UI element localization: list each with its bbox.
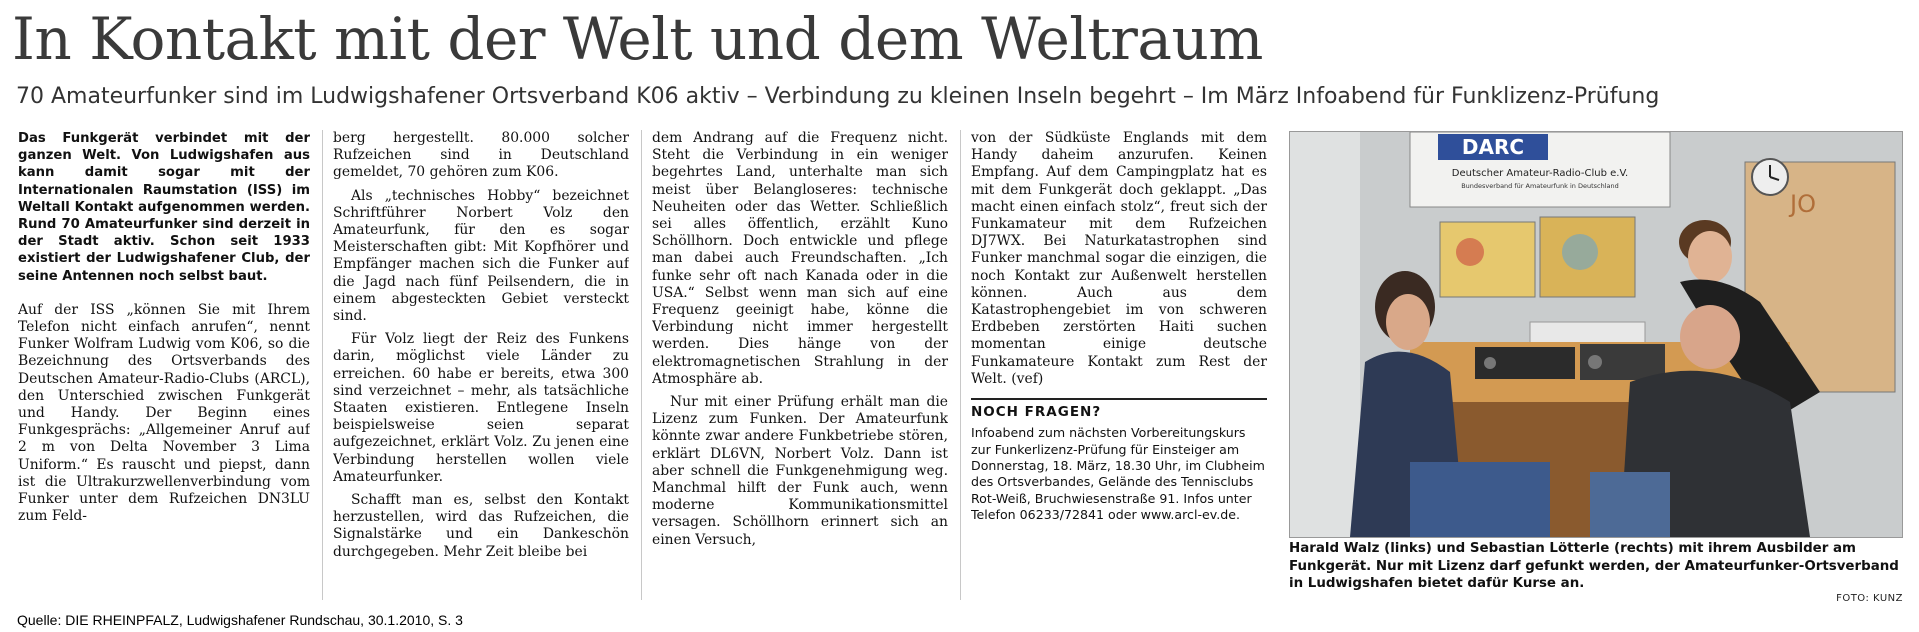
photo-illustration [1290, 132, 1902, 537]
body-paragraph: dem Andrang auf die Frequenz nicht. Steht die Verbindung in ein weniger begehrtes Land, unterhalte man sich meist über Belangloseres: technische Neuheiten oder das Wetter. Schließlich sei alles öffentlich, erzählt Kuno Schöllhorn. Doch entwickle und pflege man dabei auch Freundschaften. „Ich funke sehr oft nach Kanada oder in die USA.“ Selbst wenn man sich auf eine Frequenz geeinigt habe, könne die Verbindung nicht immer hergestellt werden. Dies hänge von der elektromagnetischen Strahlung in der Atmosphäre ab. [652, 130, 948, 387]
body-paragraph: Für Volz liegt der Reiz des Funkens darin, möglichst viele Länder zu erreichen. 60 habe er bereits, etwa 300 sind verzeichnet – mehr, als tatsächliche Staaten existieren. Entlegene Inseln beispielsweise seien separat aufgezeichnet, erklärt Volz. Zu jenen eine Verbindung herstellen wollen viele Amateurfunker. [333, 331, 629, 485]
infobox-body: Infoabend zum nächsten Vorbereitungskurs zur Funkerlizenz-Prüfung für Einsteiger am Donnerstag, 18. März, 18.30 Uhr, im Clubheim des Ortsverbandes, Gelände des Tennisclubs Rot-Weiß, Bruchwiesenstraße 91. Infos unter Telefon 06233/72841 oder www.arcl-ev.de. [971, 425, 1265, 523]
column-divider [960, 130, 961, 600]
article-photo [1289, 131, 1903, 538]
body-paragraph: Schafft man es, selbst den Kontakt herzustellen, wird das Rufzeichen, die Signalstärke und ein Dankeschön durchgegeben. Mehr Zeit bleibe bei [333, 492, 629, 560]
photo-caption: Harald Walz (links) und Sebastian Lötterle (rechts) mit ihrem Ausbilder am Funkgerät. Nur mit Lizenz darf gefunkt werden, der Amateurfunker-Ortsverband in Ludwigshafen bietet dafür Kurse an. [1289, 541, 1899, 592]
banner-line-2: Bundesverband für Amateurfunk in Deutschland [1461, 182, 1619, 190]
subheadline: 70 Amateurfunker sind im Ludwigshafener Ortsverband K06 aktiv – Verbindung zu kleinen Inseln begehrt – Im März Infoabend für Funklizenz-Prüfung [16, 84, 1660, 109]
body-paragraph: berg hergestellt. 80.000 solcher Rufzeichen sind in Deutschland gemeldet, 70 gehören zum K06. [333, 130, 629, 181]
column-2 [333, 130, 629, 598]
column-divider [641, 130, 642, 600]
map-grid-label: JO [1790, 190, 1816, 218]
body-paragraph: Als „technisches Hobby“ bezeichnet Schriftführer Norbert Volz den Amateurfunk, für den es sogar Meisterschaften gibt: Mit Kopfhörer und Empfänger machen sich die Funker auf die Jagd nach fünf Peilsendern, die in einem abgesteckten Gebiet versteckt sind. [333, 187, 629, 325]
darc-logo-text: DARC [1461, 135, 1525, 159]
lead-paragraph: Das Funkgerät verbindet mit der ganzen Welt. Von Ludwigshafen aus kann damit sogar mit der Internationalen Raumstation (ISS) im Weltall Kontakt aufgenommen werden. Rund 70 Amateurfunker sind derzeit in der Stadt aktiv. Schon seit 1933 existiert der Ludwigshafener Club, der seine Antennen noch selbst baut. [18, 131, 310, 284]
column-4 [971, 130, 1267, 598]
banner-line-1: Deutscher Amateur-Radio-Club e.V. [1451, 168, 1629, 179]
infobox-title: NOCH FRAGEN? [971, 398, 1267, 421]
column-3 [652, 130, 948, 598]
body-paragraph: von der Südküste Englands mit dem Handy daheim anzurufen. Keinen Empfang. Auf dem Campingplatz hat es mit dem Funkgerät doch geklappt. „Das macht einen einfach stolz“, freut sich der Funkamateur mit dem Rufzeichen DJ7WX. Bei Naturkatastrophen sind Funker manchmal sogar die einzigen, die noch Kontakt zur Außenwelt herstellen können. Auch aus dem Katastrophengebiet im von schweren Erdbeben zerstörten Haiti suchen momentan einige deutsche Funkamateure Kontakt zum Rest der Welt. (vef) [971, 130, 1267, 387]
column-divider [322, 130, 323, 600]
source-line: Quelle: DIE RHEINPFALZ, Ludwigshafener Rundschau, 30.1.2010, S. 3 [17, 612, 463, 628]
photo-credit: FOTO: KUNZ [1836, 593, 1903, 604]
body-paragraph: Nur mit einer Prüfung erhält man die Lizenz zum Funken. Der Amateurfunk könnte zwar andere Funkbetriebe stören, erklärt DL6VN, Norbert Volz. Dann ist aber schnell die Funkgenehmigung weg. Manchmal hilft der Funk auch, wenn moderne Kommunikationsmittel versagen. Schöllhorn erinnert sich an einen Versuch, [652, 394, 948, 548]
body-paragraph: Auf der ISS „können Sie mit Ihrem Telefon nicht einfach anrufen“, nennt Funker Wolfram Ludwig vom K06, so die Bezeichnung des Ortsverbands des Deutschen Amateur-Radio-Clubs (ARCL), den Unterschied zwischen Funkgerät und Handy. Der Beginn eines Funkgesprächs: „Allgemeiner Anruf auf 2 m von Delta November 3 Lima Uniform.“ Es rauscht und piepst, dann ist die Ultrakurzwellenverbindung vom Funker unter dem Rufzeichen DN3LU zum Feld- [18, 301, 310, 525]
headline: In Kontakt mit der Welt und dem Weltraum [12, 5, 1263, 73]
column-1 [18, 130, 310, 598]
